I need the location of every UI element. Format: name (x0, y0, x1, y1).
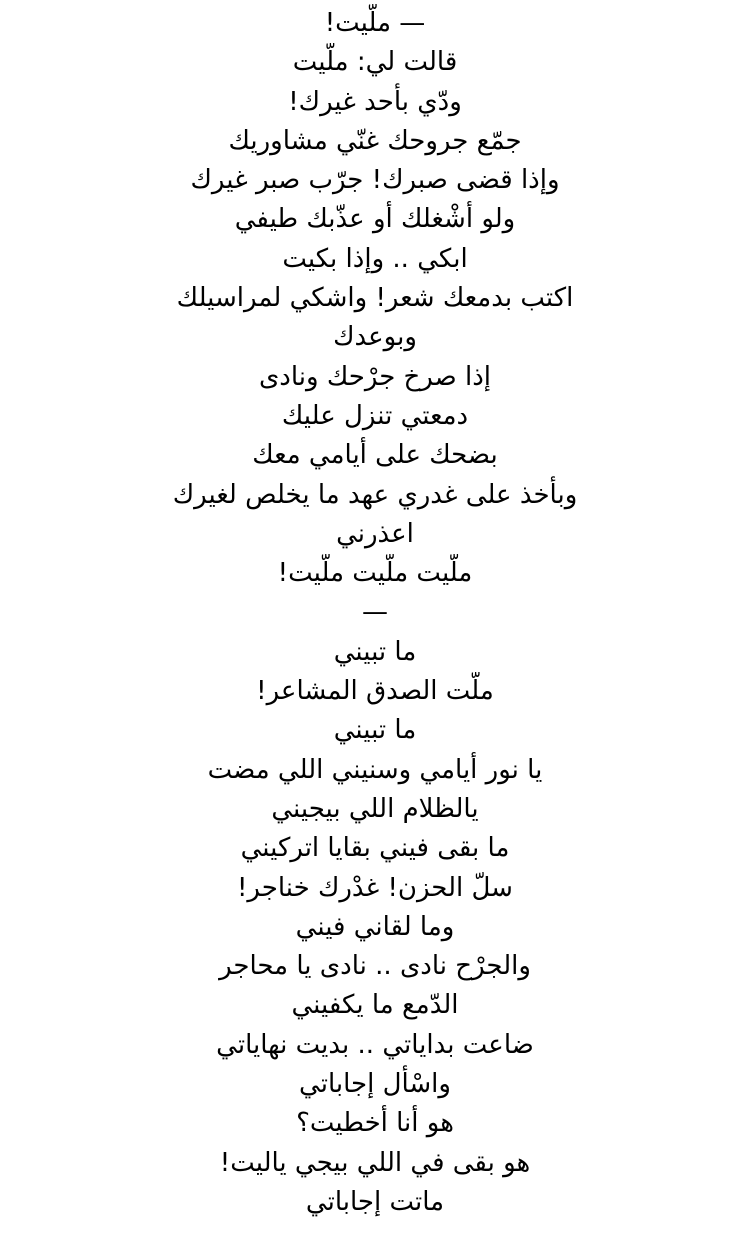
poem-line: ولو أشْغلك أو عذّبك طيفي (234, 204, 516, 235)
poem-line: اعذرني (336, 518, 414, 549)
poem-line: ما بقى فيني بقايا اتركيني (240, 833, 510, 864)
poem-line: بضحك على أيامي معك (252, 440, 498, 471)
section-divider: — (362, 597, 388, 628)
poem-line: يالظلام اللي بيجيني (271, 793, 479, 824)
poem-line: وما لقاني فيني (295, 911, 455, 942)
poem-line: اكتب بدمعك شعر! واشكي لمراسيلك (176, 283, 574, 314)
poem-line: ودّي بأحد غيرك! (288, 86, 462, 117)
poem-line: وإذا قضى صبرك! جرّب صبر غيرك (190, 165, 560, 196)
poem-line: والجرْح نادى .. نادى يا محاجر (219, 951, 531, 982)
poem-line: ملّيت ملّيت ملّيت! (277, 558, 473, 589)
poem-line: ماتت إجاباتي (305, 1186, 445, 1217)
poem-line: ما تبيني (333, 715, 417, 746)
poem-line: واسْأل إجاباتي (299, 1069, 451, 1100)
poem-line: وبأخذ على غدري عهد ما يخلص لغيرك (172, 479, 578, 510)
poem-line: دمعتي تنزل عليك (281, 400, 469, 431)
poem-line: جمّع جروحك غنّي مشاوريك (228, 125, 522, 156)
poem-line: وبوعدك (333, 322, 417, 353)
poem-text (0, 4, 750, 1222)
poem-line: — ملّيت! (324, 8, 426, 38)
poem-line: هو أنا أخطيت؟ (296, 1108, 454, 1139)
poem-line: الدّمع ما يكفيني (291, 990, 459, 1021)
poem-line: ما تبيني (333, 636, 417, 667)
poem-line: يا نور أيامي وسنيني اللي مضت (207, 754, 543, 785)
poem-line: ضاعت بداياتي .. بديت نهاياتي (216, 1029, 534, 1060)
poem-line: ملّت الصدق المشاعر! (256, 676, 494, 707)
poem-line: هو بقى في اللي بيجي ياليت! (219, 1147, 531, 1178)
poem-line: قالت لي: ملّيت (292, 47, 458, 78)
poem-line: ابكي .. وإذا بكيت (282, 243, 468, 274)
poem-line: سلّ الحزن! غدْرك خناجر! (237, 872, 513, 903)
poem-line: إذا صرخ جرْحك ونادى (258, 361, 492, 392)
